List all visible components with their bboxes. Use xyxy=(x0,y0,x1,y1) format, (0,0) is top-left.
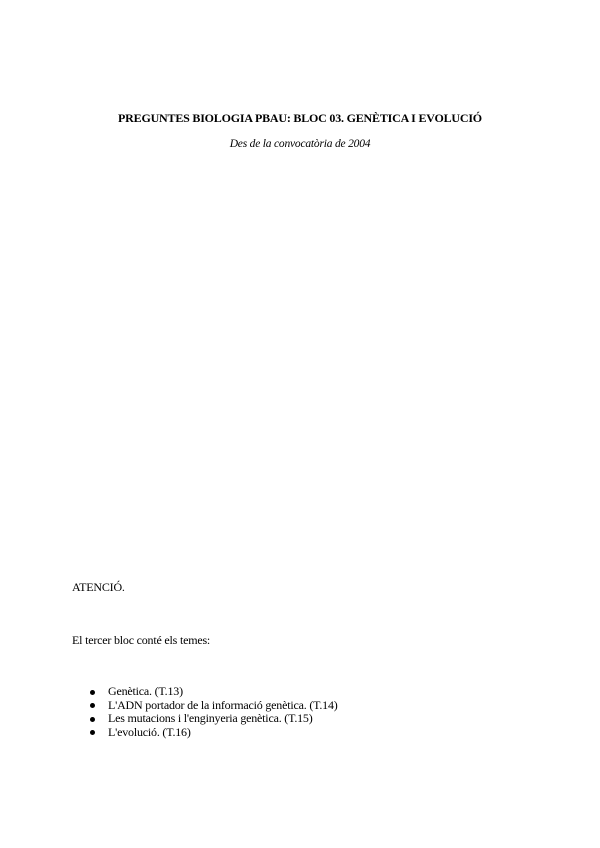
topic-label: L'evolució. (T.16) xyxy=(108,724,191,739)
topic-label: Genètica. (T.13) xyxy=(108,684,183,698)
topic-label: L'ADN portador de la informació genètica. (T.14) xyxy=(108,697,338,712)
bullet-icon xyxy=(90,717,95,722)
document-title: PREGUNTES BIOLOGIA PBAU: BLOC 03. GENÈTICA I EVOLUCIÓ xyxy=(118,111,482,125)
topic-label: Les mutacions i l'enginyeria genètica. (T.15) xyxy=(108,711,313,725)
topic-list-item xyxy=(72,699,338,713)
intro-text: El tercer bloc conté els temes: xyxy=(72,633,211,647)
bullet-icon xyxy=(90,690,95,695)
bullet-icon xyxy=(90,730,95,735)
bullet-icon xyxy=(90,703,95,708)
topic-list xyxy=(72,685,338,739)
document-subtitle: Des de la convocatòria de 2004 xyxy=(229,138,371,150)
topic-list-item xyxy=(72,712,338,726)
topic-list-item xyxy=(72,685,338,699)
attention-heading: ATENCIÓ. xyxy=(72,580,125,594)
topic-list-item xyxy=(72,726,338,740)
